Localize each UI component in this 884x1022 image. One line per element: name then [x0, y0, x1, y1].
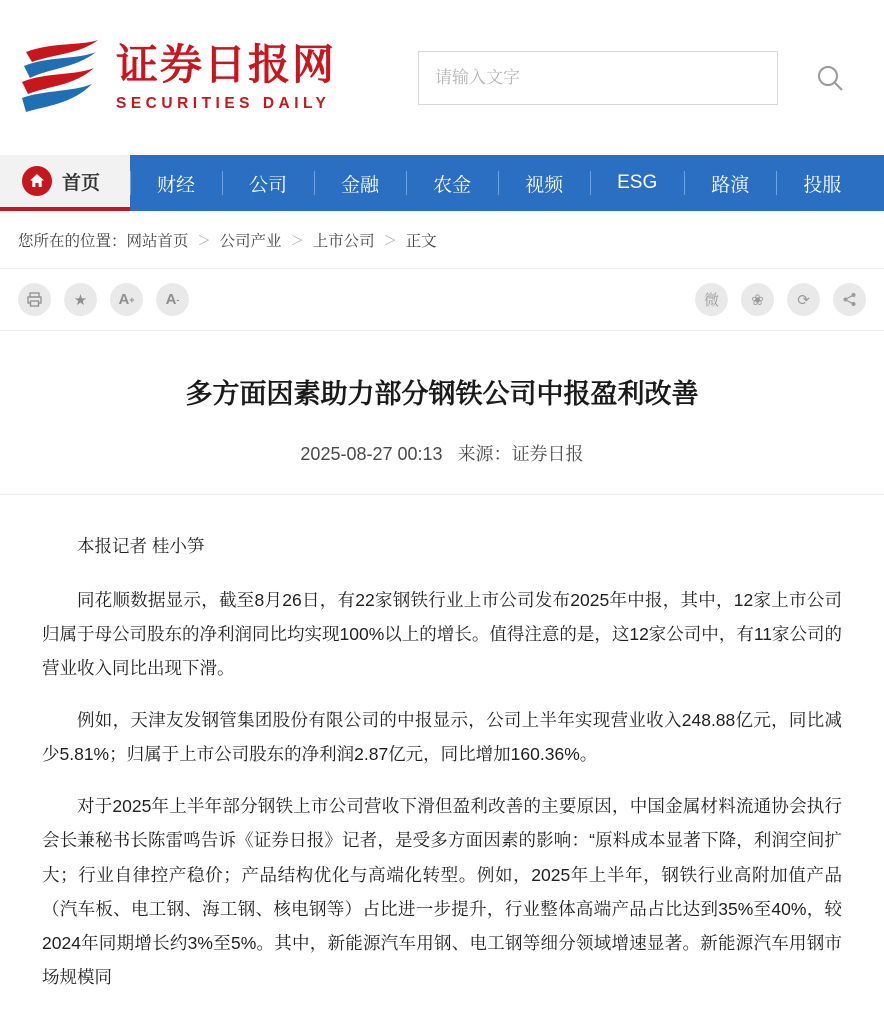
search-box[interactable] — [418, 51, 778, 105]
logo-title-cn: 证券日报网 — [116, 39, 337, 89]
nav-label: 投服 — [803, 174, 842, 196]
search-input[interactable] — [433, 67, 763, 89]
breadcrumb-separator: ＞ — [290, 233, 304, 248]
weibo-glyph: 微 — [703, 292, 719, 309]
search-button[interactable] — [810, 58, 850, 98]
article-paragraph: 例如，天津友发钢管集团股份有限公司的中报显示，公司上半年实现营业收入248.88亿元，同比减少5.81%；归属于上市公司股东的净利润2.87亿元，同比增加160.36%。 — [42, 710, 842, 765]
favorite-glyph: ★ — [73, 291, 88, 309]
nav-label: 金融 — [341, 174, 380, 196]
article-body — [0, 495, 884, 1022]
article-toolbar — [0, 269, 884, 331]
article-paragraph: 对于2025年上半年部分钢铁上市公司营收下滑但盈利改善的主要原因，中国金属材料流通协会执行会长兼秘书长陈雷鸣告诉《证券日报》记者，是受多方面因素的影响：“原料成本显著下降，利润空间扩大；行业自律控产稳价；产品结构优化与高端化转型。例如，2025年上半年，钢铁行业高附加值产品（汽车板、电工钢、海工钢、核电钢等）占比进一步提升，行业整体高端产品占比达到35%至40%，较2024年同期增长约3%至5%。其中，新能源汽车用钢、电工钢等细分领域增速显著。新能源汽车用钢市场规模同 — [42, 796, 842, 987]
search-area — [418, 51, 850, 105]
article-source-label: 来源： — [457, 443, 512, 464]
home-icon — [22, 166, 52, 196]
toolbar-left — [18, 283, 189, 316]
wechat-share-icon[interactable] — [741, 283, 774, 316]
nav-label: 视频 — [525, 174, 564, 196]
font-increase-glyph: A — [118, 291, 130, 308]
article-meta — [60, 440, 824, 466]
site-logo[interactable] — [18, 36, 336, 120]
article-paragraph: 同花顺数据显示，截至8月26日，有22家钢铁行业上市公司发布2025年中报，其中，12家上市公司归属于母公司股东的净利润同比均实现100%以上的增长。值得注意的是，这12家公司中，有11家公司的营业收入同比出现下滑。 — [42, 589, 842, 678]
breadcrumb-label: 您所在的位置： — [18, 232, 127, 250]
nav-item-gongsi[interactable] — [222, 155, 314, 211]
nav-label-home: 首页 — [62, 172, 101, 194]
refresh-icon[interactable] — [787, 283, 820, 316]
logo-text — [116, 39, 337, 113]
breadcrumb-item-1[interactable]: 公司产业 — [219, 232, 282, 250]
breadcrumb-item-0[interactable]: 网站首页 — [126, 232, 189, 250]
article-header — [0, 331, 884, 495]
article-source: 证券日报 — [511, 443, 584, 464]
page-title: 多方面因素助力部分钢铁公司中报盈利改善 — [185, 379, 699, 411]
share-icon[interactable] — [833, 283, 866, 316]
print-icon[interactable] — [18, 283, 51, 316]
logo-title-en: SECURITIES DAILY — [116, 95, 331, 113]
font-decrease-glyph: A — [165, 291, 177, 308]
breadcrumb-separator: ＞ — [383, 233, 397, 248]
nav-label: ESG — [617, 172, 658, 193]
nav-item-caijing[interactable] — [130, 155, 222, 211]
nav-item-esg[interactable] — [590, 155, 684, 211]
swoosh-logo-icon — [18, 36, 106, 120]
nav-item-jinrong[interactable] — [314, 155, 406, 211]
nav-item-home[interactable] — [0, 155, 130, 211]
site-header — [0, 0, 884, 155]
article-date: 2025-08-27 00:13 — [300, 443, 443, 464]
nav-item-toufu[interactable] — [776, 155, 868, 211]
nav-label: 财经 — [157, 174, 196, 196]
breadcrumb-item-2[interactable]: 上市公司 — [312, 232, 375, 250]
weibo-share-icon[interactable] — [695, 283, 728, 316]
font-decrease-sup: - — [176, 294, 180, 305]
wechat-glyph: ❀ — [751, 291, 764, 309]
font-increase-icon[interactable] — [110, 283, 143, 316]
breadcrumb-separator: ＞ — [197, 233, 211, 248]
refresh-glyph: ⟳ — [797, 291, 810, 309]
favorite-icon[interactable] — [64, 283, 97, 316]
nav-item-luyan[interactable] — [684, 155, 776, 211]
nav-label: 公司 — [249, 174, 288, 196]
breadcrumb-item-3[interactable]: 正文 — [405, 232, 437, 250]
nav-label: 路演 — [711, 174, 750, 196]
toolbar-right — [695, 283, 866, 316]
search-icon — [815, 63, 845, 93]
breadcrumb — [0, 211, 884, 269]
article-byline: 本报记者 桂小笋 — [77, 535, 205, 556]
main-nav — [0, 155, 884, 211]
nav-item-nongjin[interactable] — [406, 155, 498, 211]
font-decrease-icon[interactable] — [156, 283, 189, 316]
font-increase-sup: + — [129, 294, 135, 305]
nav-item-shipin[interactable] — [498, 155, 590, 211]
nav-label: 农金 — [433, 174, 472, 196]
